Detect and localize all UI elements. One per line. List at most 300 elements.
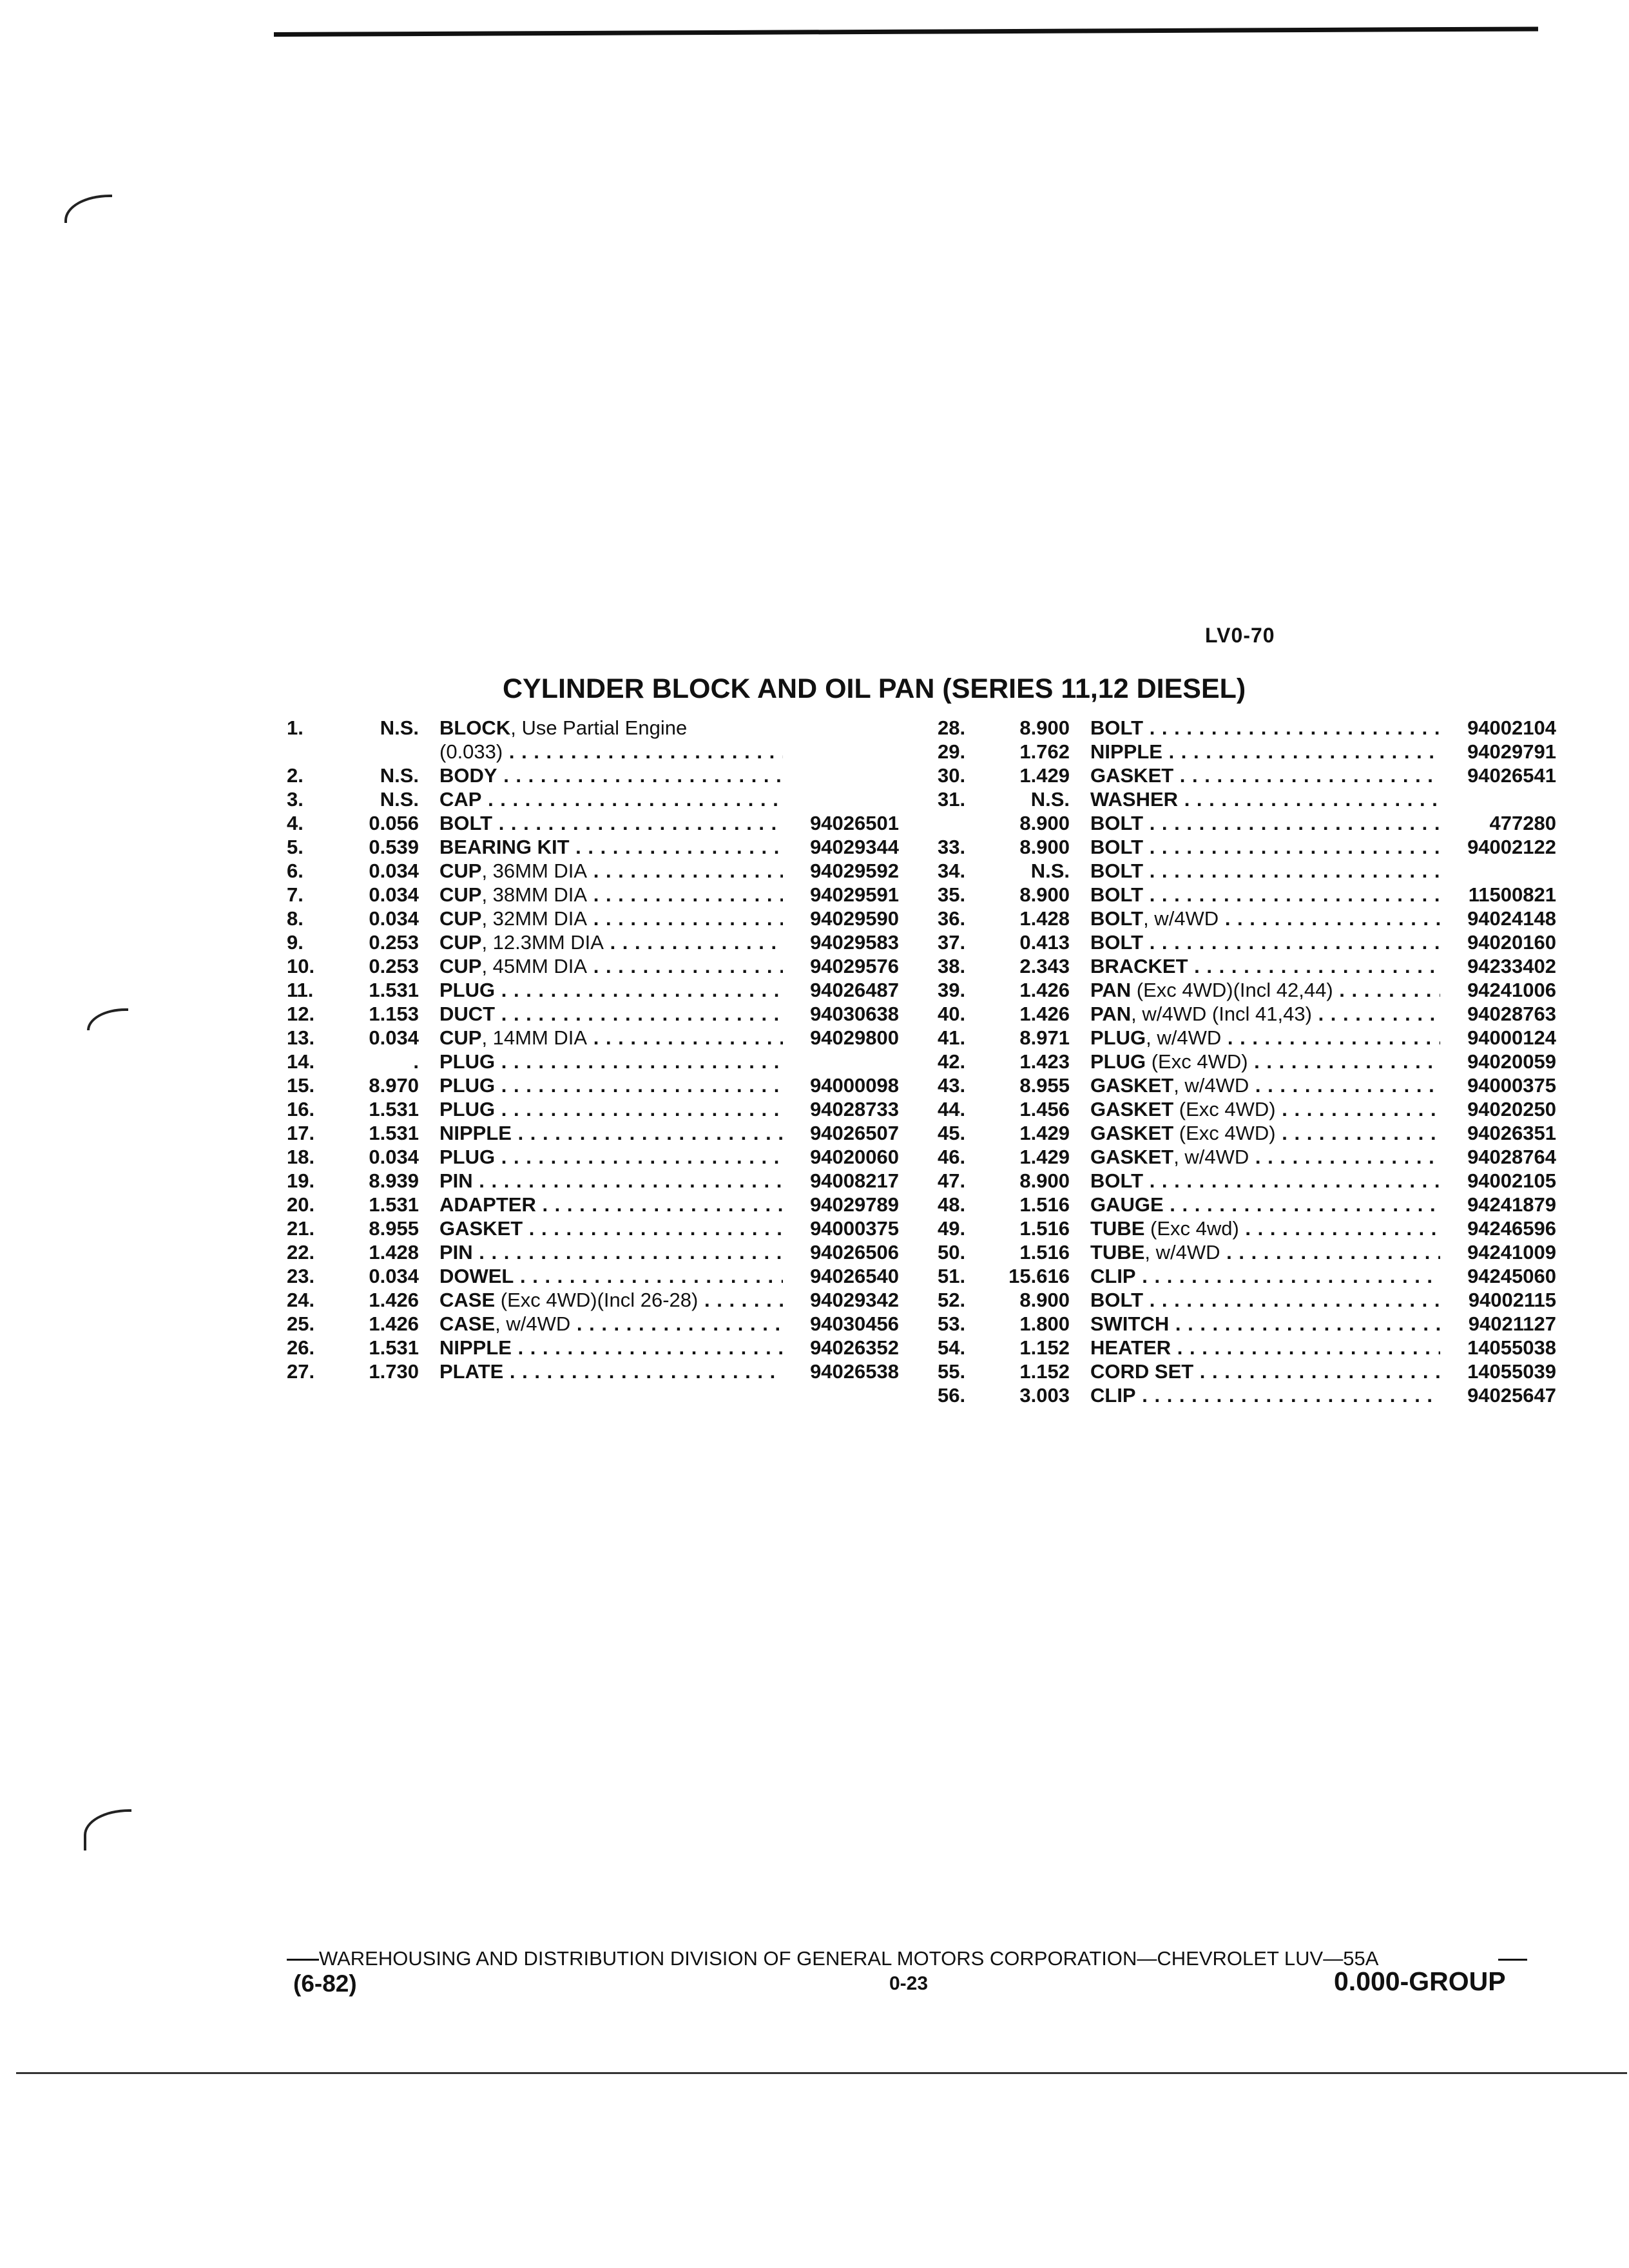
item-description <box>439 1360 783 1383</box>
item-description <box>1090 1122 1440 1145</box>
item-number: 42. <box>938 1050 966 1073</box>
item-number: 22. <box>287 1241 315 1264</box>
part-row <box>938 883 1556 907</box>
part-number: 14055039 <box>1467 1360 1556 1383</box>
item-weight: 1.531 <box>369 1193 419 1216</box>
part-row <box>287 788 899 812</box>
item-number: 26. <box>287 1336 315 1359</box>
item-number: 6. <box>287 860 304 882</box>
item-number: 3. <box>287 788 304 811</box>
item-weight: 1.426 <box>1019 979 1070 1001</box>
item-description <box>1090 931 1440 954</box>
item-weight: N.S. <box>380 716 419 739</box>
item-number: 48. <box>938 1193 966 1216</box>
part-row <box>938 1050 1556 1074</box>
item-description <box>1090 1360 1440 1383</box>
item-weight: 1.429 <box>1019 1122 1070 1144</box>
item-weight: 15.616 <box>1008 1265 1070 1287</box>
part-number: 94245060 <box>1467 1265 1556 1287</box>
part-number: 94029592 <box>810 860 899 882</box>
item-weight: 8.900 <box>1019 716 1070 739</box>
item-description <box>1090 1026 1440 1050</box>
part-row <box>287 955 899 979</box>
item-description <box>439 1193 783 1216</box>
item-description <box>1090 836 1440 859</box>
part-number: 94002115 <box>1468 1289 1556 1311</box>
item-number: 54. <box>938 1336 966 1359</box>
part-qualifier: , 12.3MM DIA <box>481 931 604 954</box>
part-qualifier: , 32MM DIA <box>481 907 588 930</box>
part-row <box>287 1217 899 1241</box>
part-row <box>287 1193 899 1217</box>
part-number: 94026538 <box>810 1360 899 1383</box>
part-number: 94029342 <box>810 1289 899 1311</box>
item-weight: 0.413 <box>1019 931 1070 954</box>
part-number: 94002122 <box>1467 836 1556 858</box>
part-row <box>938 1312 1556 1336</box>
part-name: PLUG <box>439 979 496 1001</box>
part-number: 94029791 <box>1467 740 1556 763</box>
part-name: BOLT <box>1090 1289 1144 1311</box>
part-row <box>287 1146 899 1169</box>
part-name: CUP <box>439 907 482 930</box>
part-qualifier: (Exc 4WD) <box>1173 1098 1276 1120</box>
part-name: NIPPLE <box>439 1122 512 1144</box>
part-number: 94020250 <box>1467 1098 1556 1120</box>
item-weight: 1.531 <box>369 1122 419 1144</box>
part-row <box>938 812 1556 836</box>
part-number: 94020059 <box>1467 1050 1556 1073</box>
part-number: 94000375 <box>810 1217 899 1240</box>
part-row <box>287 860 899 883</box>
item-description <box>439 1050 783 1073</box>
part-number: 94020160 <box>1467 931 1556 954</box>
part-qualifier: (Exc 4WD)(Incl 42,44) <box>1131 979 1333 1001</box>
part-row <box>938 764 1556 788</box>
item-description <box>1090 716 1440 740</box>
item-description <box>1090 860 1440 883</box>
item-description <box>439 836 783 859</box>
part-number: 94026487 <box>810 979 899 1001</box>
item-number: 28. <box>938 716 966 739</box>
item-number: 55. <box>938 1360 966 1383</box>
item-weight: 1.516 <box>1019 1217 1070 1240</box>
part-row <box>287 836 899 860</box>
part-name: GAUGE <box>1090 1193 1164 1216</box>
part-name: BOLT <box>439 812 493 834</box>
part-number: 94026352 <box>810 1336 899 1359</box>
item-description <box>439 1098 783 1121</box>
part-qualifier: (Exc 4WD)(Incl 26-28) <box>495 1289 699 1311</box>
item-weight: 3.003 <box>1019 1384 1070 1407</box>
part-row <box>938 1146 1556 1169</box>
item-number: 47. <box>938 1169 966 1192</box>
item-weight: 0.539 <box>369 836 419 858</box>
part-name: CUP <box>439 931 482 954</box>
item-weight: 1.730 <box>369 1360 419 1383</box>
part-row <box>287 1360 899 1384</box>
item-number: 9. <box>287 931 304 954</box>
part-name: BOLT <box>1090 860 1144 882</box>
part-row <box>287 883 899 907</box>
part-row <box>287 716 899 740</box>
part-number: 94021127 <box>1468 1312 1556 1335</box>
item-description <box>439 883 783 907</box>
item-number: 40. <box>938 1003 966 1025</box>
part-row <box>287 1169 899 1193</box>
part-row <box>938 1169 1556 1193</box>
item-number: 21. <box>287 1217 315 1240</box>
part-number: 94029344 <box>810 836 899 858</box>
item-weight: 0.253 <box>369 931 419 954</box>
item-description <box>439 1003 783 1026</box>
part-number: 94241009 <box>1467 1241 1556 1264</box>
item-weight: 8.900 <box>1019 812 1070 834</box>
item-description <box>439 1074 783 1097</box>
part-name: PLUG <box>439 1146 496 1168</box>
part-name: BOLT <box>1090 836 1144 858</box>
part-row <box>287 907 899 931</box>
item-number: 49. <box>938 1217 966 1240</box>
item-weight: 1.516 <box>1019 1193 1070 1216</box>
item-weight: 1.516 <box>1019 1241 1070 1264</box>
part-name: BOLT <box>1090 907 1144 930</box>
item-number: 53. <box>938 1312 966 1335</box>
part-name: BOLT <box>1090 883 1144 906</box>
item-weight: 1.531 <box>369 979 419 1001</box>
item-number: 52. <box>938 1289 966 1311</box>
item-description <box>439 1026 783 1050</box>
item-number: 13. <box>287 1026 315 1049</box>
part-number: 94241006 <box>1467 979 1556 1001</box>
part-name: CUP <box>439 955 482 977</box>
item-weight: 2.343 <box>1019 955 1070 977</box>
part-qualifier: (Exc 4WD) <box>1173 1122 1276 1144</box>
part-qualifier: , 45MM DIA <box>481 955 588 977</box>
item-description <box>439 740 783 764</box>
part-name: BOLT <box>1090 931 1144 954</box>
part-qualifier: , w/4WD <box>1144 1241 1220 1264</box>
item-description <box>1090 1098 1440 1121</box>
item-description <box>1090 883 1440 907</box>
item-number: 41. <box>938 1026 966 1049</box>
part-name: GASKET <box>1090 1098 1174 1120</box>
item-number: 10. <box>287 955 315 977</box>
item-weight: N.S. <box>1030 860 1070 882</box>
part-row <box>938 1217 1556 1241</box>
item-weight: 0.034 <box>369 1265 419 1287</box>
item-number: 8. <box>287 907 304 930</box>
part-row <box>287 764 899 788</box>
part-qualifier: , w/4WD <box>1173 1146 1249 1168</box>
part-number: 94029789 <box>810 1193 899 1216</box>
item-number: 35. <box>938 883 966 906</box>
part-number: 94000375 <box>1467 1074 1556 1097</box>
part-number: 94028763 <box>1467 1003 1556 1025</box>
item-description <box>439 860 783 883</box>
item-number: 36. <box>938 907 966 930</box>
item-weight: 1.426 <box>369 1289 419 1311</box>
part-row <box>938 979 1556 1003</box>
item-number: 30. <box>938 764 966 787</box>
part-name: CASE <box>439 1289 496 1311</box>
footer-division-line: WAREHOUSING AND DISTRIBUTION DIVISION OF GENERAL MOTORS CORPORATION—CHEVROLET LUV—55A <box>319 1947 1379 1970</box>
item-description <box>1090 1074 1440 1097</box>
part-name: PLUG <box>439 1098 496 1120</box>
item-number: 51. <box>938 1265 966 1287</box>
item-number: 46. <box>938 1146 966 1168</box>
part-name: WASHER <box>1090 788 1179 811</box>
item-weight: 0.056 <box>369 812 419 834</box>
item-weight: 1.429 <box>1019 1146 1070 1168</box>
item-description <box>1090 788 1440 811</box>
part-qualifier: , Use Partial Engine <box>510 716 688 739</box>
part-row <box>287 1265 899 1289</box>
item-description <box>1090 812 1440 835</box>
item-number: 37. <box>938 931 966 954</box>
part-number: 94000098 <box>810 1074 899 1097</box>
part-name: PLUG <box>439 1050 496 1073</box>
part-row <box>287 1336 899 1360</box>
item-weight: 8.955 <box>1019 1074 1070 1097</box>
part-row <box>287 931 899 955</box>
part-qualifier: (Exc 4wd) <box>1144 1217 1239 1240</box>
part-qualifier: , w/4WD (Incl 41,43) <box>1131 1003 1312 1025</box>
item-weight: 1.531 <box>369 1336 419 1359</box>
item-description <box>1090 740 1440 764</box>
item-number: 23. <box>287 1265 315 1287</box>
part-name: PAN <box>1090 1003 1132 1025</box>
item-weight: 1.428 <box>1019 907 1070 930</box>
part-number: 94026540 <box>810 1265 899 1287</box>
item-number: 14. <box>287 1050 315 1073</box>
top-rule <box>274 26 1538 37</box>
part-name: TUBE <box>1090 1217 1145 1240</box>
part-name: CLIP <box>1090 1265 1136 1287</box>
part-name: PLUG <box>439 1074 496 1097</box>
item-number: 5. <box>287 836 304 858</box>
part-number: 94246596 <box>1467 1217 1556 1240</box>
part-number: 94241879 <box>1467 1193 1556 1216</box>
item-description <box>1090 1241 1440 1264</box>
part-number: 94025647 <box>1467 1384 1556 1407</box>
item-description <box>1090 1146 1440 1169</box>
part-qualifier: (Exc 4WD) <box>1146 1050 1248 1073</box>
item-weight: 0.253 <box>369 955 419 977</box>
part-number: 94026541 <box>1467 764 1556 787</box>
part-name: DOWEL <box>439 1265 514 1287</box>
footer-dash-left <box>287 1959 319 1961</box>
part-row <box>938 836 1556 860</box>
item-description <box>1090 1336 1440 1360</box>
item-weight: 0.034 <box>369 1146 419 1168</box>
part-row <box>287 1098 899 1122</box>
part-row <box>938 1098 1556 1122</box>
part-number: 94233402 <box>1467 955 1556 977</box>
part-name: BEARING KIT <box>439 836 570 858</box>
part-row <box>287 1241 899 1265</box>
item-weight: 0.034 <box>369 907 419 930</box>
parts-list-left <box>287 716 899 1384</box>
item-description <box>1090 907 1440 930</box>
part-row <box>938 1289 1556 1312</box>
item-number: 27. <box>287 1360 315 1383</box>
punch-mark-middle <box>87 1008 128 1030</box>
part-number: 94029591 <box>810 883 899 906</box>
item-weight: 1.456 <box>1019 1098 1070 1120</box>
part-qualifier: , 38MM DIA <box>481 883 588 906</box>
part-name: CUP <box>439 1026 482 1049</box>
item-number: 34. <box>938 860 966 882</box>
item-number: 24. <box>287 1289 315 1311</box>
part-name: CAP <box>439 788 482 811</box>
part-name: NIPPLE <box>439 1336 512 1359</box>
part-name: GASKET <box>1090 764 1174 787</box>
part-row <box>287 1122 899 1146</box>
item-number: 45. <box>938 1122 966 1144</box>
item-description <box>439 1217 783 1240</box>
part-name: BLOCK <box>439 716 511 739</box>
item-description <box>439 812 783 835</box>
part-row <box>938 955 1556 979</box>
part-name: GASKET <box>1090 1122 1174 1144</box>
item-description <box>439 1336 783 1360</box>
part-name: CUP <box>439 883 482 906</box>
item-description <box>439 1312 783 1336</box>
item-description <box>1090 1289 1440 1312</box>
item-weight: 1.423 <box>1019 1050 1070 1073</box>
part-number: 94024148 <box>1467 907 1556 930</box>
item-description <box>1090 979 1440 1002</box>
item-number: 15. <box>287 1074 315 1097</box>
item-number: 16. <box>287 1098 315 1120</box>
punch-mark-top <box>64 195 112 223</box>
item-weight: 1.531 <box>369 1098 419 1120</box>
item-number: 7. <box>287 883 304 906</box>
item-weight: 8.970 <box>369 1074 419 1097</box>
item-description <box>439 716 783 740</box>
part-number: 94029583 <box>810 931 899 954</box>
part-row <box>938 1336 1556 1360</box>
item-description <box>439 1241 783 1264</box>
item-description <box>1090 1003 1440 1026</box>
item-weight: 1.153 <box>369 1003 419 1025</box>
part-row <box>287 1003 899 1026</box>
item-description <box>439 764 783 787</box>
part-name: TUBE <box>1090 1241 1145 1264</box>
part-number: 94026501 <box>810 812 899 834</box>
item-number: 18. <box>287 1146 315 1168</box>
item-weight: 1.429 <box>1019 764 1070 787</box>
page-title: CYLINDER BLOCK AND OIL PAN (SERIES 11,12 DIESEL) <box>503 673 1246 704</box>
item-number: 50. <box>938 1241 966 1264</box>
item-description <box>439 955 783 978</box>
item-weight: 8.939 <box>369 1169 419 1192</box>
item-weight: N.S. <box>380 788 419 811</box>
part-name: GASKET <box>1090 1146 1174 1168</box>
item-description <box>439 979 783 1002</box>
item-weight: 1.426 <box>369 1312 419 1335</box>
part-qualifier: , w/4WD <box>495 1312 571 1335</box>
item-number: 12. <box>287 1003 315 1025</box>
part-name: HEATER <box>1090 1336 1171 1359</box>
part-number: 94030638 <box>810 1003 899 1025</box>
part-name: PAN <box>1090 979 1132 1001</box>
part-name: CORD SET <box>1090 1360 1194 1383</box>
item-description <box>1090 1312 1440 1336</box>
part-row <box>938 907 1556 931</box>
part-number: 94030456 <box>810 1312 899 1335</box>
item-description <box>1090 955 1440 978</box>
footer-dash-right <box>1498 1959 1527 1961</box>
item-description <box>1090 1193 1440 1216</box>
part-number: 94026506 <box>810 1241 899 1264</box>
part-row <box>938 1360 1556 1384</box>
part-name: BODY <box>439 764 497 787</box>
part-name: BOLT <box>1090 1169 1144 1192</box>
part-number: 94008217 <box>810 1169 899 1192</box>
item-number: 2. <box>287 764 304 787</box>
item-description <box>439 907 783 930</box>
item-number: 33. <box>938 836 966 858</box>
part-number: 94029590 <box>810 907 899 930</box>
part-number: 94020060 <box>810 1146 899 1168</box>
item-description <box>1090 764 1440 787</box>
item-weight: 8.900 <box>1019 1289 1070 1311</box>
part-row <box>938 1265 1556 1289</box>
part-name: PIN <box>439 1241 473 1264</box>
part-name: ADAPTER <box>439 1193 536 1216</box>
part-name: PLATE <box>439 1360 504 1383</box>
item-weight: 0.034 <box>369 883 419 906</box>
item-description <box>439 1122 783 1145</box>
item-description <box>439 931 783 954</box>
part-row <box>287 740 899 764</box>
item-number: 39. <box>938 979 966 1001</box>
item-number: 4. <box>287 812 304 834</box>
item-weight: 1.152 <box>1019 1360 1070 1383</box>
part-qualifier: , w/4WD <box>1146 1026 1222 1049</box>
part-number: 94029576 <box>810 955 899 977</box>
item-number: 17. <box>287 1122 315 1144</box>
part-row <box>287 812 899 836</box>
part-row <box>287 1074 899 1098</box>
item-weight: 8.900 <box>1019 1169 1070 1192</box>
item-description <box>439 1146 783 1169</box>
part-number: 94028733 <box>810 1098 899 1120</box>
item-weight: 0.034 <box>369 860 419 882</box>
item-description <box>439 1265 783 1288</box>
item-weight: N.S. <box>380 764 419 787</box>
part-number: 11500821 <box>1468 883 1556 906</box>
item-weight: 1.762 <box>1019 740 1070 763</box>
item-weight: . <box>413 1050 419 1073</box>
part-row <box>938 1241 1556 1265</box>
part-row <box>287 1026 899 1050</box>
item-description <box>439 788 783 811</box>
item-number: 43. <box>938 1074 966 1097</box>
part-row <box>287 1312 899 1336</box>
item-weight: N.S. <box>1030 788 1070 811</box>
punch-mark-bottom <box>84 1809 131 1850</box>
part-qualifier: (0.033) <box>439 740 503 763</box>
item-number: 56. <box>938 1384 966 1407</box>
item-description <box>439 1169 783 1193</box>
item-number: 19. <box>287 1169 315 1192</box>
item-weight: 8.971 <box>1019 1026 1070 1049</box>
part-row <box>938 860 1556 883</box>
item-weight: 1.428 <box>369 1241 419 1264</box>
